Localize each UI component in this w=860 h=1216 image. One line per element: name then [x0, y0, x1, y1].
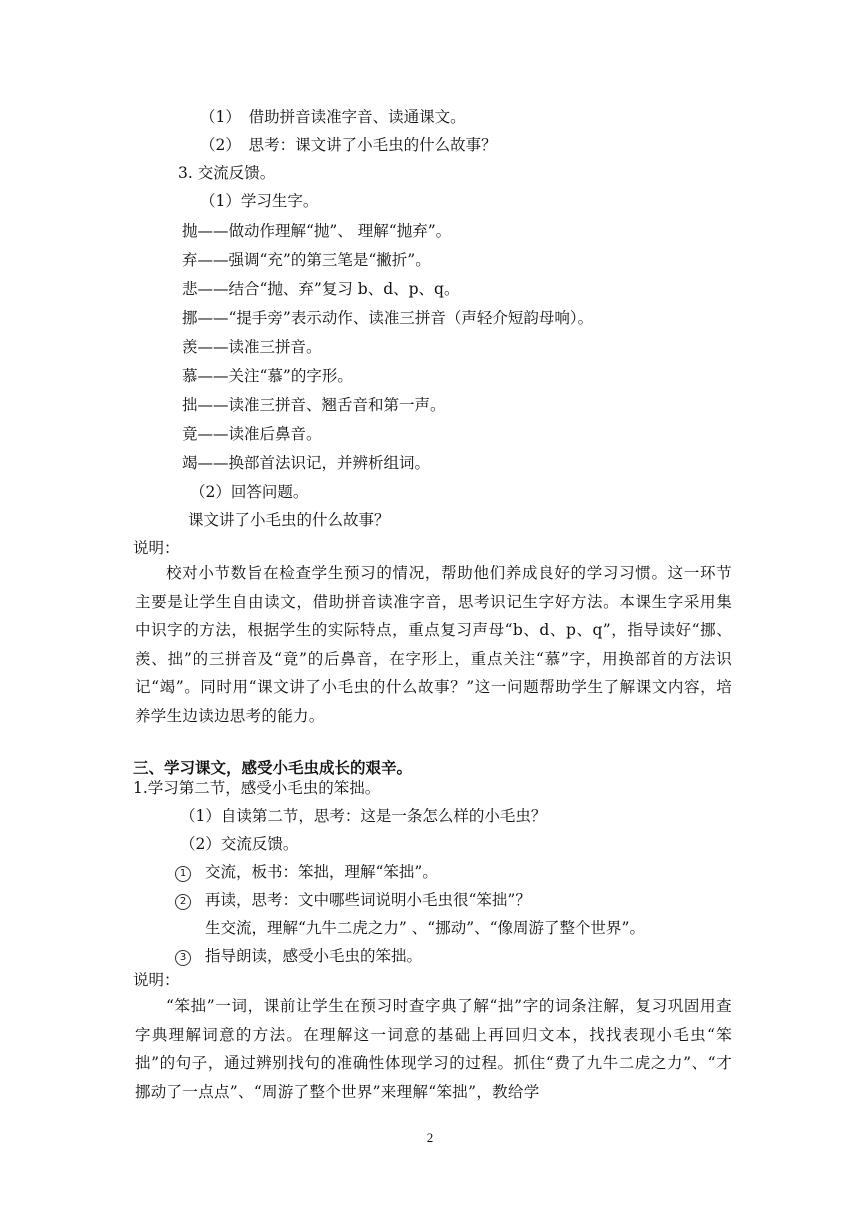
step-line — [175, 889, 531, 911]
sub-item-3-2: （2）回答问题。 — [190, 483, 309, 501]
step-line — [175, 861, 438, 883]
char-line: 拙——读准三拼音、翘舌音和第一声。 — [182, 396, 446, 414]
char-line: 羡——读准三拼音。 — [182, 338, 322, 356]
item-1: 1.学习第二节，感受小毛虫的笨拙。 — [133, 779, 381, 797]
sub-item-2: （2） 思考：课文讲了小毛虫的什么故事？ — [200, 136, 497, 154]
sub-item-1: （1）自读第二节，思考：这是一条怎么样的小毛虫？ — [180, 807, 547, 825]
step-extra-line: 生交流，理解“九牛二虎之力” 、“挪动”、“像周游了整个世界”。 — [205, 919, 645, 937]
char-line: 挪——“提手旁”表示动作、读准三拼音（声轻介短韵母响）。 — [182, 309, 594, 327]
note-label: 说明： — [133, 539, 180, 557]
step-number-badge: 1 — [175, 866, 191, 882]
page-number: 2 — [426, 1130, 434, 1145]
step-number-badge: 3 — [175, 950, 191, 966]
sub-item-1: （1） 借助拼音读准字音、读通课文。 — [200, 108, 466, 126]
char-line: 悲——结合“抛、弃”复习 b、d、p、q。 — [182, 280, 460, 298]
section-heading: 三、学习课文，感受小毛虫成长的艰辛。 — [133, 758, 413, 777]
char-line: 竭——换部首法识记，并辨析组词。 — [182, 454, 431, 472]
item-3: 3. 交流反馈。 — [178, 164, 276, 182]
note-paragraph: “笨拙”一词，课前让学生在预习时查字典了解“拙”字的词条注解，复习巩固用查字典理解词意的方法。在理解这一词意的基础上再回归文本，找找表现小毛虫“笨拙”的句子，通过辨别找句的准确性体现学习的过程。抓住“费了九牛二虎之力”、“才挪动了一点点”、“周游了整个世界”来理解“笨拙”，教给学 — [135, 997, 732, 1101]
char-line: 弃——强调“充”的第三笔是“撇折”。 — [182, 251, 431, 269]
step-text: 再读，思考：文中哪些词说明小毛虫很“笨拙”？ — [205, 891, 531, 909]
step-text: 交流，板书：笨拙，理解“笨拙”。 — [205, 863, 438, 881]
step-number-badge: 2 — [175, 894, 191, 910]
note-paragraph: 校对小节数旨在检查学生预习的情况，帮助他们养成良好的学习习惯。这一环节主要是让学生自由读文，借助拼音读准字音，思考识记生字好方法。本课生字采用集中识字的方法，根据学生的实际特点，重点复习声母“b、d、p、q”，指导读好“挪、羡、拙”的三拼音及“竟”的后鼻音，在字形上，重点关注“慕”字，用换部首的方法识记“竭”。同时用“课文讲了小毛虫的什么故事？”这一问题帮助学生了解课文内容，培养学生边读边思考的能力。 — [135, 564, 732, 725]
step-line — [175, 945, 422, 967]
char-line: 竟——读准后鼻音。 — [182, 425, 322, 443]
char-line: 抛——做动作理解“抛”、 理解“抛弃”。 — [182, 222, 452, 240]
step-text: 指导朗读，感受小毛虫的笨拙。 — [205, 947, 423, 965]
sub-item-2: （2）交流反馈。 — [180, 835, 299, 853]
note-label: 说明： — [133, 971, 180, 989]
sub-item-3-1: （1）学习生字。 — [200, 192, 319, 210]
char-line: 慕——关注“慕”的字形。 — [182, 367, 353, 385]
question-line: 课文讲了小毛虫的什么故事？ — [188, 511, 390, 529]
